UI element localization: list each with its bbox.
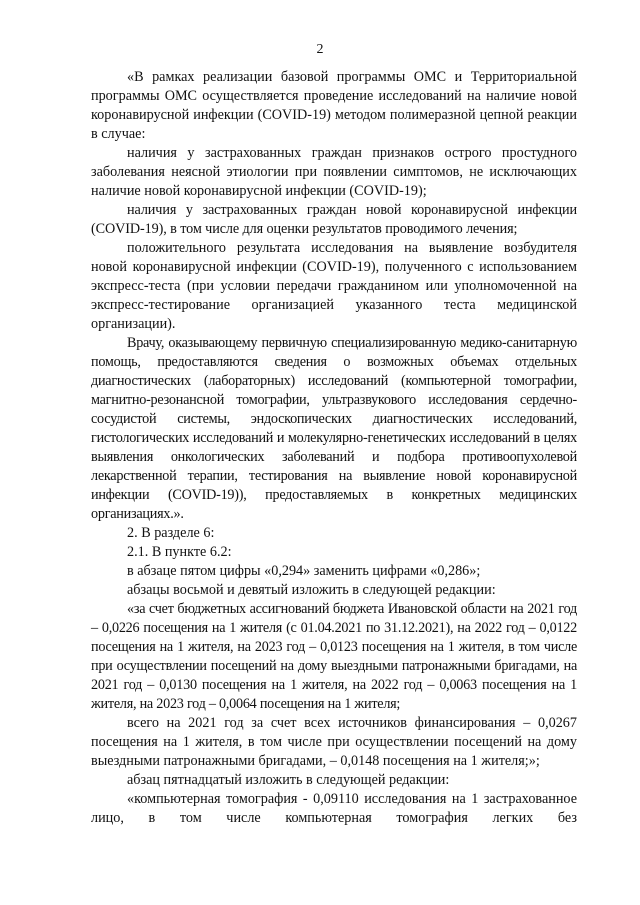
paragraph-replace-figures: в абзаце пятом цифры «0,294» заменить цифрами «0,286»; xyxy=(127,563,481,579)
paragraph-infection-present: наличия у застрахованных граждан новой коронавирусной инфекции (COVID-19), в том числе для оценки результатов проводимого лечения; xyxy=(91,202,577,237)
paragraph-covid-pcr-intro: «В рамках реализации базовой программы ОМС и Территориальной программы ОМС осуществляется проведение исследований на наличие новой коронавирусной инфекции (COVID-19) методом полимеразной цепной реакции в случае: xyxy=(91,69,577,142)
paragraph-new-edition-8-9: абзацы восьмой и девятый изложить в следующей редакции: xyxy=(127,582,496,598)
paragraph-symptoms: наличия у застрахованных граждан признаков острого простудного заболевания неясной этиологии при появлении симптомов, не исключающих наличие новой коронавирусной инфекции (COVID-19); xyxy=(91,145,577,199)
paragraph-section-6: 2. В разделе 6: xyxy=(127,525,215,541)
paragraph-item-6-2: 2.1. В пункте 6.2: xyxy=(127,544,232,560)
paragraph-express-test: положительного результата исследования на выявление возбудителя новой коронавирусной инфекции (COVID-19), полученного с использованием экспресс-теста (при условии передачи гражданином или уполномоченной на экспресс-тестирование организацией указанного теста медицинской организации). xyxy=(91,240,577,332)
paragraph-new-edition-15: абзац пятнадцатый изложить в следующей редакции: xyxy=(127,772,450,788)
paragraph-computed-tomography: «компьютерная томография - 0,09110 исследования на 1 застрахованное лицо, в том числе компьютерная томография легких без xyxy=(91,791,577,826)
paragraph-budget-visits: «за счет бюджетных ассигнований бюджета Ивановской области на 2021 год – 0,0226 посещения на 1 жителя (с 01.04.2021 по 31.12.2021), на 2022 год – 0,0122 посещения на 1 жителя, на 2023 год – 0,0123 посещения на 1 жителя, в том числе при осуществлении посещений на дому выездными патронажными бригадами, на 2021 год – 0,0130 посещения на 1 жителя, на 2022 год – 0,0063 посещения на 1 жителя, на 2023 год – 0,0064 посещения на 1 жителя; xyxy=(91,601,577,712)
paragraph-total-visits: всего на 2021 год за счет всех источников финансирования – 0,0267 посещения на 1 жителя, в том числе при осуществлении посещений на дому выездными патронажными бригадами, – 0,0148 посещения на 1 жителя;»; xyxy=(91,715,577,769)
page-number: 2 xyxy=(316,42,324,57)
document-body xyxy=(91,68,577,826)
paragraph-doctor-info: Врачу, оказывающему первичную специализированную медико-санитарную помощь, предоставляются сведения о возможных объемах отдельных диагностических (лабораторных) исследований (компьютерной томографии, магнитно-резонансной томографии, ультразвукового исследования сердечно-сосудистой системы, эндоскопических диагностических исследований, гистологических исследований и молекулярно-генетических исследований в целях выявления онкологических заболеваний и подбора противоопухолевой лекарственной терапии, тестирования на выявление новой коронавирусной инфекции (COVID-19)), предоставляемых в конкретных медицинских организациях.». xyxy=(91,335,577,522)
